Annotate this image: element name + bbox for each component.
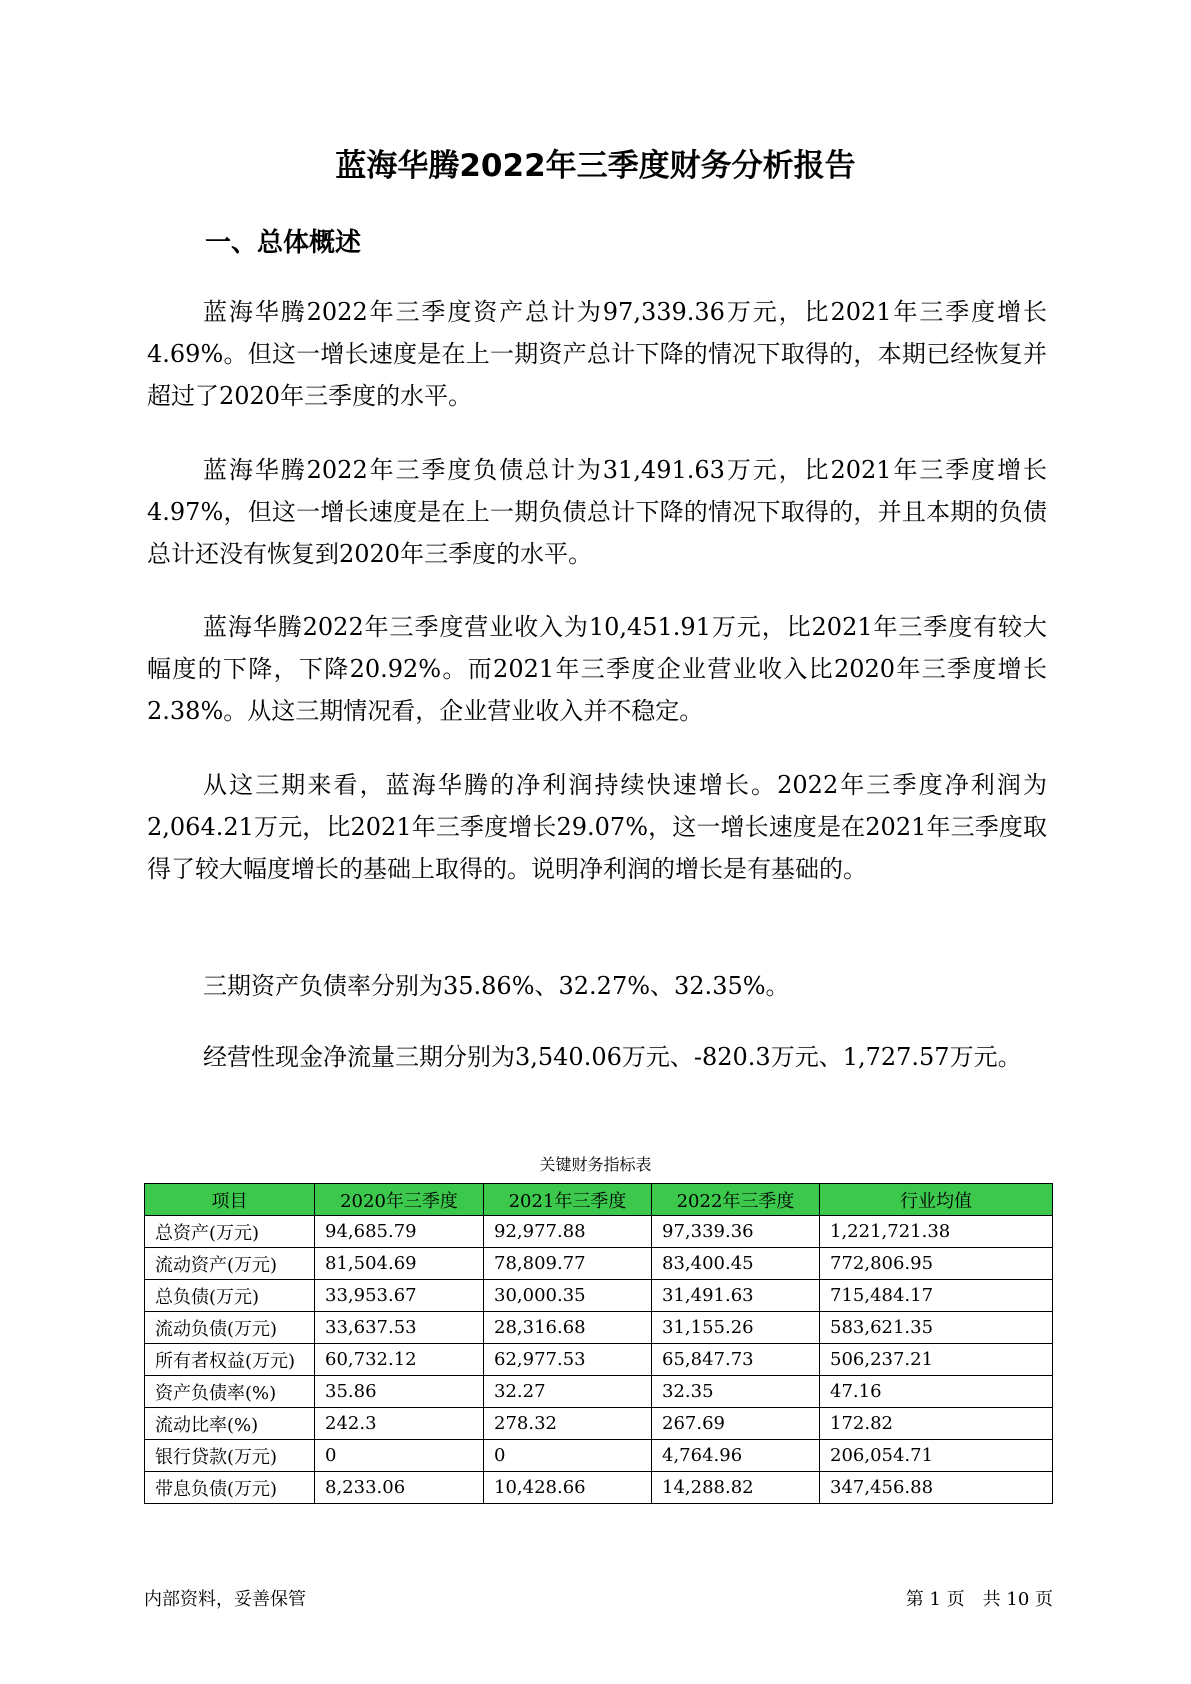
table-cell: 83,400.45: [652, 1248, 820, 1280]
header-item: 项目: [145, 1184, 315, 1216]
row-label: 银行贷款(万元): [145, 1440, 315, 1472]
row-label: 资产负债率(%): [145, 1376, 315, 1408]
header-2021-q3: 2021年三季度: [484, 1184, 652, 1216]
table-cell: 1,221,721.38: [820, 1216, 1053, 1248]
header-2020-q3: 2020年三季度: [315, 1184, 484, 1216]
table-row: [145, 1216, 1053, 1248]
table-row: [145, 1280, 1053, 1312]
table-cell: 0: [315, 1440, 484, 1472]
table-cell: 206,054.71: [820, 1440, 1053, 1472]
table-cell: 65,847.73: [652, 1344, 820, 1376]
table-cell: 32.35: [652, 1376, 820, 1408]
table-cell: 278.32: [484, 1408, 652, 1440]
footer-confidential-note: 内部资料，妥善保管: [144, 1589, 306, 1610]
table-cell: 94,685.79: [315, 1216, 484, 1248]
paragraph-revenue: 蓝海华腾2022年三季度营业收入为10,451.91万元，比2021年三季度有较大幅度的下降，下降20.92%。而2021年三季度企业营业收入比2020年三季度增长2.38%。从这三期情况看，企业营业收入并不稳定。: [147, 613, 1047, 725]
row-label: 所有者权益(万元): [145, 1344, 315, 1376]
row-label: 总资产(万元): [145, 1216, 315, 1248]
table-caption: 关键财务指标表: [539, 1155, 652, 1174]
header-2022-q3: 2022年三季度: [652, 1184, 820, 1216]
paragraph-cash-flow: 经营性现金净流量三期分别为3,540.06万元、-820.3万元、1,727.57万元。: [203, 1043, 1022, 1071]
table-cell: 31,491.63: [652, 1280, 820, 1312]
table-row: [145, 1344, 1053, 1376]
table-header-row: [145, 1184, 1053, 1216]
table-cell: 506,237.21: [820, 1344, 1053, 1376]
table-cell: 30,000.35: [484, 1280, 652, 1312]
table-cell: 81,504.69: [315, 1248, 484, 1280]
paragraph-total-liabilities: 蓝海华腾2022年三季度负债总计为31,491.63万元，比2021年三季度增长4.97%，但这一增长速度是在上一期负债总计下降的情况下取得的，并且本期的负债总计还没有恢复到2020年三季度的水平。: [147, 456, 1047, 568]
table-row: [145, 1472, 1053, 1504]
table-cell: 715,484.17: [820, 1280, 1053, 1312]
row-label: 带息负债(万元): [145, 1472, 315, 1504]
table-row: [145, 1408, 1053, 1440]
footer-page-number: 第 1 页 共 10 页: [905, 1589, 1053, 1610]
table-cell: 47.16: [820, 1376, 1053, 1408]
header-industry-average: 行业均值: [820, 1184, 1053, 1216]
table-cell: 267.69: [652, 1408, 820, 1440]
table-cell: 92,977.88: [484, 1216, 652, 1248]
row-label: 流动负债(万元): [145, 1312, 315, 1344]
table-cell: 8,233.06: [315, 1472, 484, 1504]
table-cell: 172.82: [820, 1408, 1053, 1440]
paragraph-debt-ratio: 三期资产负债率分别为35.86%、32.27%、32.35%。: [203, 972, 790, 1000]
table-cell: 772,806.95: [820, 1248, 1053, 1280]
row-label: 流动比率(%): [145, 1408, 315, 1440]
document-title: 蓝海华腾2022年三季度财务分析报告: [335, 148, 856, 184]
table-cell: 242.3: [315, 1408, 484, 1440]
table-row: [145, 1312, 1053, 1344]
paragraph-total-assets: 蓝海华腾2022年三季度资产总计为97,339.36万元，比2021年三季度增长4.69%。但这一增长速度是在上一期资产总计下降的情况下取得的，本期已经恢复并超过了2020年三季度的水平。: [147, 298, 1047, 410]
table-cell: 347,456.88: [820, 1472, 1053, 1504]
table-cell: 60,732.12: [315, 1344, 484, 1376]
table-cell: 78,809.77: [484, 1248, 652, 1280]
table-cell: 32.27: [484, 1376, 652, 1408]
table-cell: 10,428.66: [484, 1472, 652, 1504]
table-cell: 14,288.82: [652, 1472, 820, 1504]
table-row: [145, 1376, 1053, 1408]
section-heading: 一、总体概述: [205, 228, 362, 258]
table-cell: 0: [484, 1440, 652, 1472]
table-cell: 33,637.53: [315, 1312, 484, 1344]
row-label: 流动资产(万元): [145, 1248, 315, 1280]
paragraph-net-profit: 从这三期来看，蓝海华腾的净利润持续快速增长。2022年三季度净利润为2,064.21万元，比2021年三季度增长29.07%，这一增长速度是在2021年三季度取得了较大幅度增长的基础上取得的。说明净利润的增长是有基础的。: [147, 771, 1047, 883]
table-cell: 97,339.36: [652, 1216, 820, 1248]
row-label: 总负债(万元): [145, 1280, 315, 1312]
table-cell: 33,953.67: [315, 1280, 484, 1312]
table-cell: 28,316.68: [484, 1312, 652, 1344]
table-cell: 35.86: [315, 1376, 484, 1408]
table-cell: 31,155.26: [652, 1312, 820, 1344]
table-cell: 62,977.53: [484, 1344, 652, 1376]
table-row: [145, 1440, 1053, 1472]
financial-indicators-table: [144, 1183, 1053, 1504]
table-cell: 4,764.96: [652, 1440, 820, 1472]
table-cell: 583,621.35: [820, 1312, 1053, 1344]
table-row: [145, 1248, 1053, 1280]
